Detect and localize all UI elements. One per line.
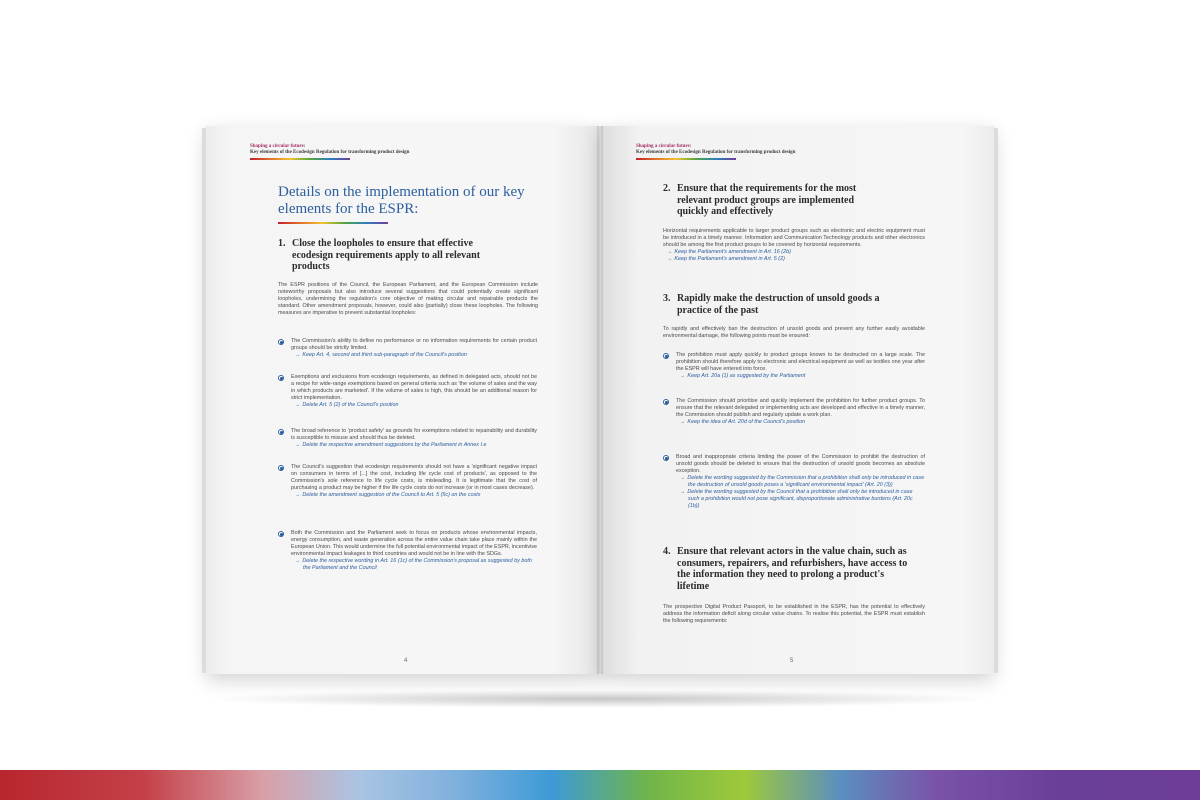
list-item: [278, 374, 538, 424]
action-text: Keep Art. 20a (1) as suggested by the Parliament: [687, 373, 806, 379]
page-title: Details on the implementation of our key elements for the ESPR:: [278, 184, 525, 217]
bullet-icon: [663, 399, 669, 405]
arrow-right-icon: →: [680, 373, 686, 379]
arrow-right-icon: →: [680, 475, 686, 481]
section-2-heading: [663, 183, 877, 218]
left-page-edge: [202, 128, 206, 673]
left-page: [206, 126, 600, 674]
rainbow-rule: [636, 158, 736, 160]
bullet-icon: [278, 375, 284, 381]
bullet-icon: [663, 455, 669, 461]
right-page: [600, 126, 994, 674]
bullet-text: The broad reference to 'product safety' as grounds for exemptions related to repairability and durability is susceptible to misuse and should thus be deleted.: [291, 428, 537, 441]
page-number: 4: [404, 658, 408, 664]
action-text: Keep the idea of Art. 20d of the Council's position: [687, 419, 806, 425]
bullet-text: Exemptions and exclusions from ecodesign requirements, as defined in delegated acts, should not be a recipe for wide-range exemptions based on general criteria such as 'the volume of sales and the way in which products are marketed'. If the volume of sales is high, this should be an additional reason for strict implementation.: [291, 374, 537, 401]
running-head-line2: Key elements of the Ecodesign Regulation for transforming product design: [250, 150, 410, 155]
list-item: [663, 398, 925, 444]
running-head-line2: Key elements of the Ecodesign Regulation for transforming product design: [636, 150, 796, 155]
section-heading-text: Rapidly make the destruction of unsold goods a practice of the past: [677, 293, 880, 316]
section-number: 4.: [663, 546, 671, 557]
action-text: Delete the respective amendment suggestions by the Parliament in Annex I.e: [302, 442, 487, 448]
bullet-text: The prohibition must apply quickly to product groups known to be destructed on a large scale. The prohibition should therefore apply to electronic and electrical equipment as well as textiles one year after the ESPR will have entered into force.: [676, 352, 925, 372]
arrow-right-icon: →: [295, 492, 301, 498]
section-4-heading: [663, 546, 917, 592]
title-rainbow-rule: [278, 222, 388, 224]
action-text: Keep the Parliament's amendment in Art. 5 (2): [674, 256, 785, 262]
body-text: Horizontal requirements applicable to larger product groups such as electronic and electric equipment must be introduced in a timely manner. Information and Communication Technology products and other electronics should be among the first product groups to be covered by horizontal requirements.: [663, 228, 925, 248]
action-text: Keep the Parliament's amendment in Art. 16 (2b): [674, 249, 791, 255]
book-spine: [597, 126, 603, 674]
running-head: [636, 144, 795, 160]
list-item: [278, 464, 538, 520]
section-number: 1.: [278, 238, 286, 249]
section-number: 3.: [663, 293, 671, 304]
section-3-heading: [663, 293, 907, 316]
arrow-right-icon: →: [680, 489, 686, 495]
list-item: [278, 428, 538, 458]
bullet-icon: [278, 465, 284, 471]
bullet-icon: [278, 531, 284, 537]
section-heading-text: Ensure that relevant actors in the value chain, such as consumers, repairers, and refurbishers, have access to the information they need to prolong a product's lifetime: [677, 546, 908, 592]
section-1-heading: [278, 238, 512, 273]
rainbow-footer-band: [0, 770, 1200, 800]
action-text: Delete the wording suggested by the Commission that a prohibition shall only be introduced in case the destruction of unsold goods poses a 'significant environmental impact' (Art. 20 (3)): [687, 475, 925, 488]
bullet-text: Broad and inappropriate criteria limiting the power of the Commission to prohibit the destruction of unsold goods should be deleted to ensure that the destruction of unsold goods becomes an absolute exception.: [676, 454, 925, 474]
arrow-right-icon: →: [295, 402, 301, 408]
list-item: [278, 338, 538, 368]
section-heading-text: Close the loopholes to ensure that effective ecodesign requirements apply to all relevant products: [292, 238, 481, 272]
action-text: Keep Art. 4, second and third sub-paragraph of the Council's position: [302, 352, 467, 358]
arrow-right-icon: →: [667, 256, 673, 262]
running-head-line1: Shaping a circular future:: [250, 144, 306, 149]
running-head-line1: Shaping a circular future:: [636, 144, 692, 149]
section-number: 2.: [663, 183, 671, 194]
section-1-intro: The ESPR positions of the Council, the European Parliament, and the European Commission include noteworthy proposals but also introduce several suggestions that could potentially create significant loopholes, undermining the regulation's core objective of making circular and repairable products the standard. Other amendment proposals, however, could also (partially) close these loopholes. The following measures are imperative to prevent substantial loopholes:: [278, 282, 538, 316]
bullet-icon: [663, 353, 669, 359]
action-text: Delete Art. 5 (2) of the Council's position: [302, 402, 399, 408]
bullet-text: Both the Commission and the Parliament seek to focus on products whose environmental impacts, energy consumption, and waste generation across the entire value chain take place mainly within the European Union. This would undermine the full potential environmental impact of the ESPR, incentivise environmental impact leakages to third countries and would not be in line with the SDGs.: [291, 530, 537, 557]
arrow-right-icon: →: [295, 442, 301, 448]
bullet-text: The Commission should prioritise and quickly implement the prohibition for further product groups. To ensure that the relevant delegated or implementing acts are developed and effective in a timely manner, the Commission should publish and regularly update a work plan.: [676, 398, 925, 418]
book-shadow: [200, 690, 1000, 708]
action-text: Delete the wording suggested by the Council that a prohibition shall only be introduced in case such a prohibition would not pose significant, disproportionate administrative burdens (Art. 20c (1b)): [687, 489, 913, 509]
bullet-icon: [278, 429, 284, 435]
action-text: Delete the amendment suggestion of the Council to Art. 5 (5c) on the costs: [302, 492, 481, 498]
section-heading-text: Ensure that the requirements for the most relevant product groups are implemented quickly and effectively: [677, 183, 857, 217]
list-item: [663, 454, 925, 532]
arrow-right-icon: →: [680, 419, 686, 425]
list-item: [278, 530, 538, 600]
right-page-edge: [994, 128, 998, 673]
arrow-right-icon: →: [295, 558, 301, 564]
arrow-right-icon: →: [667, 249, 673, 255]
running-head: [250, 144, 409, 160]
section-3-intro: To rapidly and effectively ban the destruction of unsold goods and prevent any further easily avoidable environmental damage, the following points must be ensured:: [663, 326, 925, 339]
section-2-body: [663, 228, 925, 263]
section-4-body: The prospective Digital Product Passport, to be established in the ESPR, has the potential to effectively address the information deficit along circular value chains. To realise this potential, the ESPR must establish the following requirements:: [663, 604, 925, 624]
bullet-icon: [278, 339, 284, 345]
bullet-text: The Council's suggestion that ecodesign requirements should not have a 'significant negative impact on consumers in terms of [...] the cost, including life cycle cost of products', as opposed to the Commission's sole reference to life cycle costs, is misleading. It is legitimate that the cost of purchasing a product may be higher if the life cycle costs do not increase (or in most cases decrease).: [291, 464, 537, 491]
arrow-right-icon: →: [295, 352, 301, 358]
rainbow-rule: [250, 158, 350, 160]
action-text: Delete the respective wording in Art. 16 (1c) of the Commission's proposal as suggested by both the Parliament and the Council: [302, 558, 532, 571]
bullet-text: The Commission's ability to define no performance or no information requirements for certain product groups should be strictly limited.: [291, 338, 537, 351]
list-item: [663, 352, 925, 392]
page-number: 5: [790, 658, 794, 664]
